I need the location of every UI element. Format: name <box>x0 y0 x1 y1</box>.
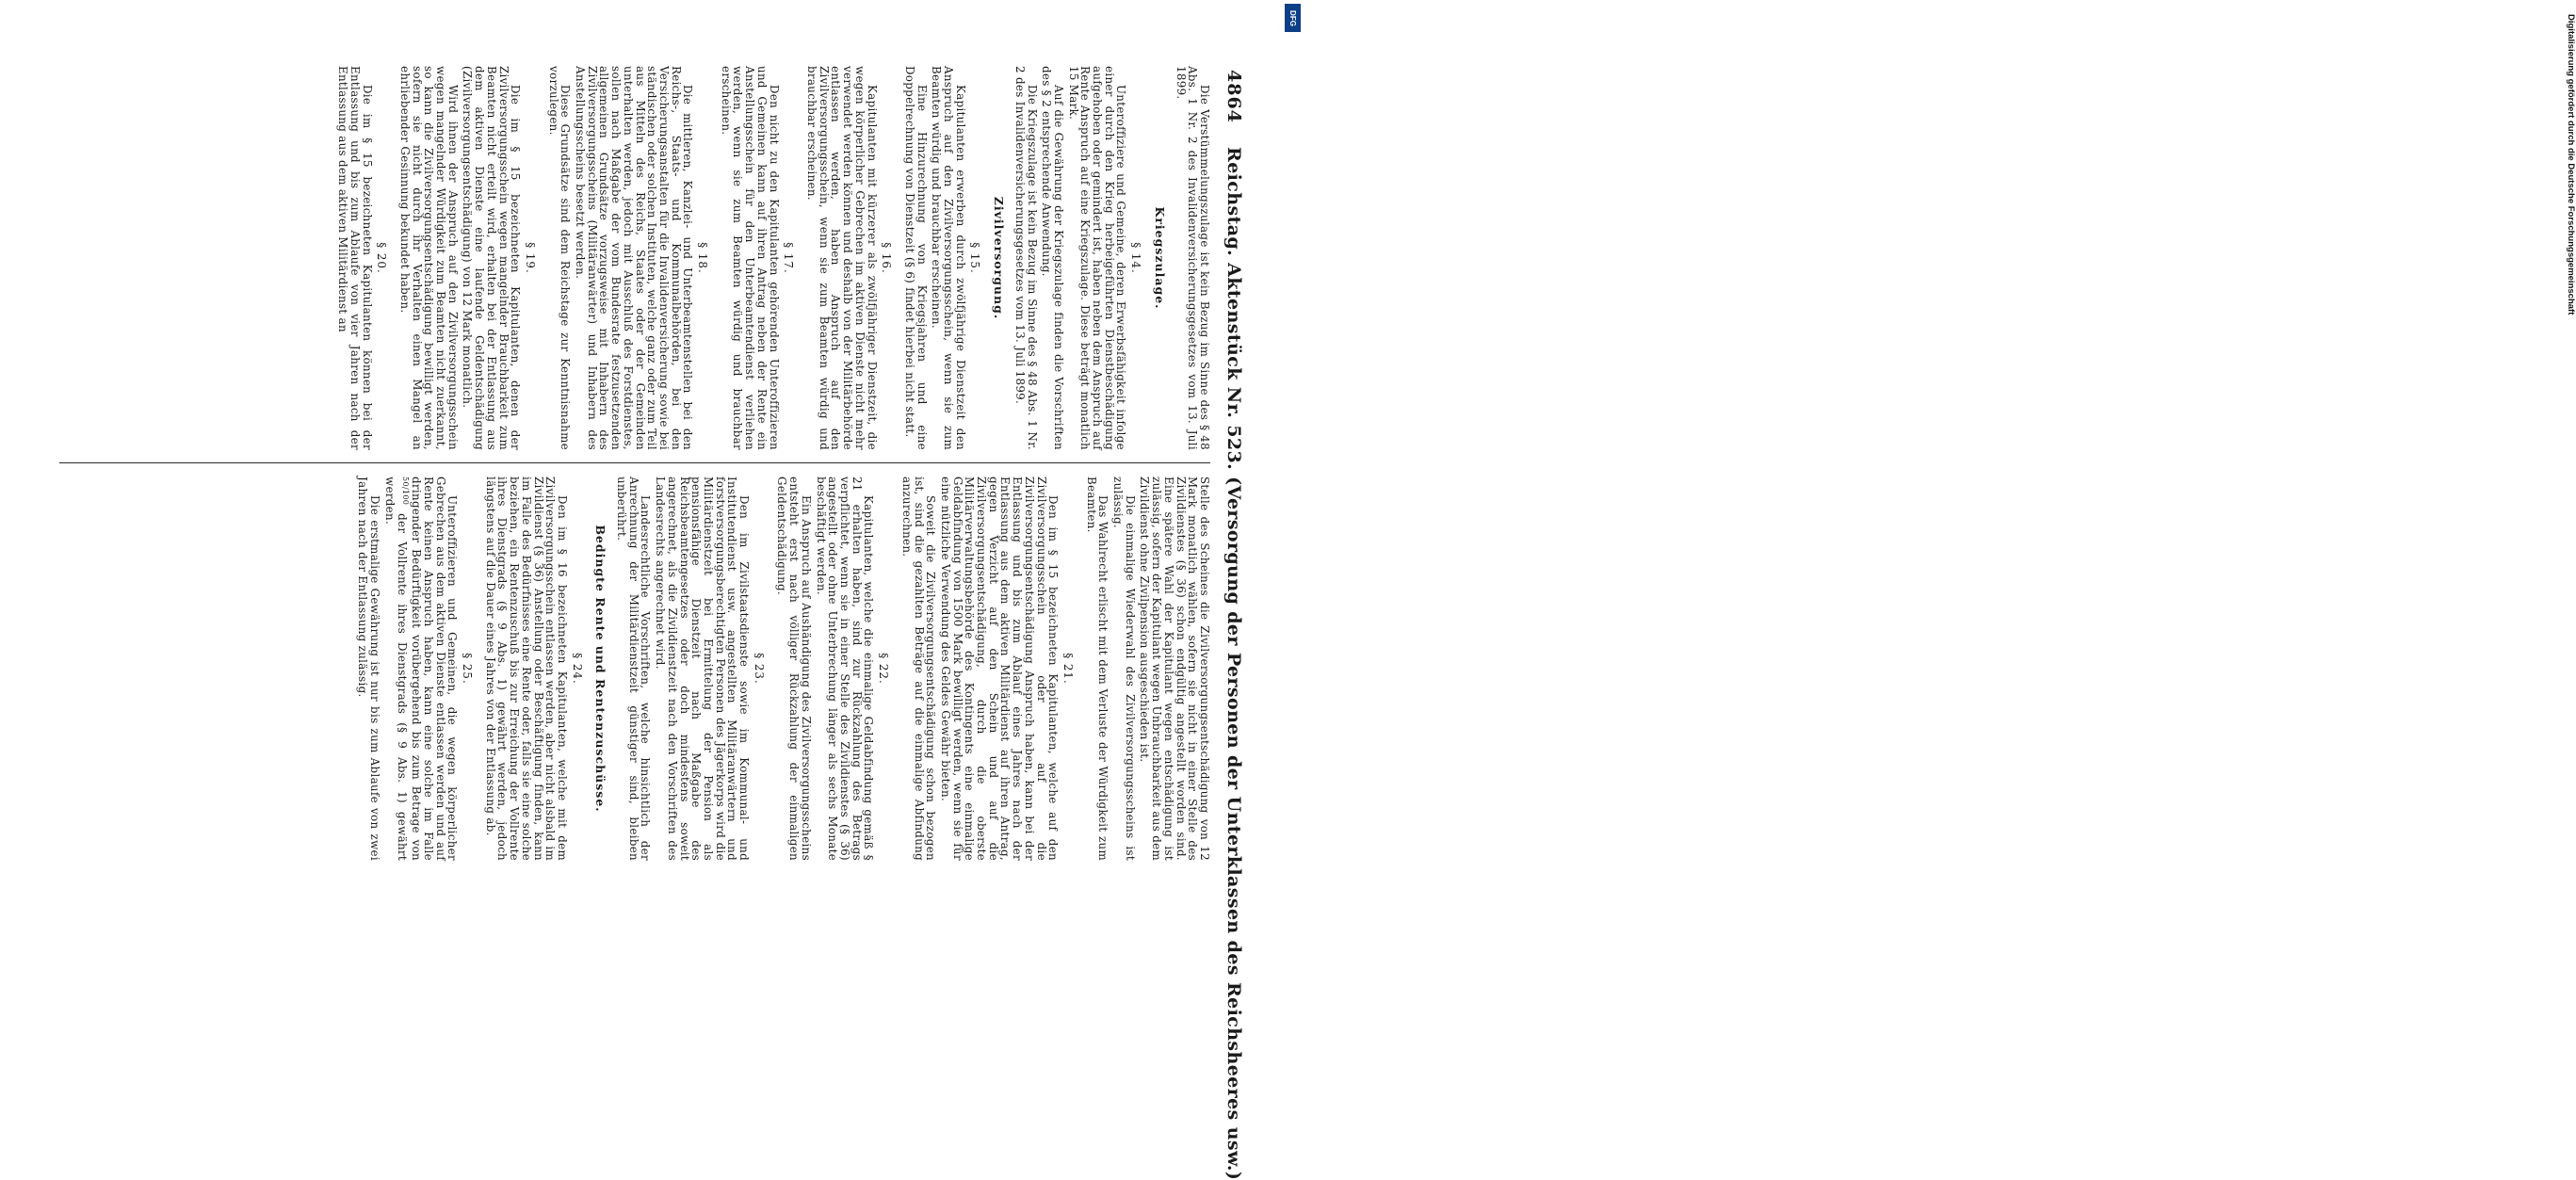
section-number: § 22. <box>877 653 891 685</box>
paragraph: Stelle des Scheines die Zivilversorgungsentschädigung von 12 Mark monatlich wählen, sofern sie nicht in einer Stelle des Zivildienstes (§ 36) schon endgültig angestellt worden sind. Eine spätere Wahl der Kapitulant wegen entschädigung ist zulässig, sofern der Kapitulant wegen Unbrauchbarkeit aus dem Zivildienst ohne Zivilpension ausgeschieden ist. <box>1138 477 1211 862</box>
section-number: § 23. <box>752 653 766 685</box>
funding-note <box>1284 0 2576 942</box>
page-header <box>1212 66 1250 1180</box>
section-number: § 17. <box>782 242 796 274</box>
section-number: § 18. <box>696 242 710 274</box>
paragraph: Die einmalige Wiederwahl des Zivilversorgungsscheins ist zulässig. <box>1111 477 1137 861</box>
section-number: § 24. <box>570 653 584 685</box>
paragraph: Kapitulanten erwerben durch zwölfjährige Dienstzeit den Anspruch auf den Zivilversorgungsschein, wenn sie zum Beamten würdig und brauchbar erscheinen. <box>930 66 967 450</box>
section-number: § 19. <box>523 242 537 274</box>
paragraph: Die im § 15 bezeichneten Kapitulanten, denen der Zivilversorgungsschein wegen mangelnder Brauchbarkeit zum Beamten nicht erteilt wird, erhalten bei der Entlassung aus dem aktiven Dienste eine laufende Geldentschädigung (Zivilversorgungsentschädigung) von 12 Mark monatlich. <box>461 66 523 450</box>
paragraph: Den im § 16 bezeichneten Kapitulanten, welche mit dem Zivilversorgungsschein entlassen werden, aber nicht alsbald im Zivildienst (§ 36) Anstellung oder Beschäftigung finden, kann im Falle des Bedürfnisses eine Rente oder, falls sie eine solche beziehen, ein Rentenzuschuß bis zur Erreichung der Vollrente ihres Dienstgrads (§ 9 Abs. 1) gewährt werden, jedoch längstens auf die Dauer eines Jahres von der Entlassung ab. <box>483 477 569 861</box>
paragraph: Die im § 15 bezeichneten Kapitulanten können bei der Entlassung und bis zum Ablaufe von vier Jahren nach der Entlassung aus dem aktiven Militärdienst an <box>336 66 374 450</box>
paragraph: Das Wahlrecht erlischt mit dem Verluste der Würdigkeit zum Beamten. <box>1084 477 1110 861</box>
paragraph: Den im Zivilstaatsdienste sowie im Kommunal- und Institutendienst usw. angestellten Militäranwärtern und forstversorgungsberechtigten Personen des Jägerkorps wird die Militärdienstzeit bei Ermittelung der Pension als pensionsfähige Dienstzeit nach Maßgabe des Reichsbeamtengesetzes oder doch mindestens soweit angerechnet, als die Zivildienstzeit nach den Vorschriften des Landesrechts angerechnet wird. <box>654 477 752 861</box>
paragraph: Soweit die Zivilversorgungsentschädigung schon bezogen ist, sind die gezahlten Beträge auf die einmalige Abfindung anzurechnen. <box>899 477 938 861</box>
paragraph: Ein Anspruch auf Aushändigung des Zivilversorgungsscheins entsteht erst nach völliger Rückzahlung der einmaligen Geldentschädigung. <box>775 477 813 861</box>
paragraph: Kapitulanten, welche die einmalige Geldabfindung gemäß § 21 erhalten haben, sind zur Rückzahlung des Betrags verpflichtet, wenn sie in einer Stelle des Zivildienstes (§ 36) angestellt oder ohne Unterbrechung länger als sechs Monate beschäftigt werden. <box>814 477 876 861</box>
paragraph: Landesrechtliche Vorschriften, welche hinsichtlich der Anrechnung der Militärdienstzeit günstiger sind, bleiben unberührt. <box>615 477 653 861</box>
section-number: § 21. <box>1061 653 1075 685</box>
left-column <box>52 66 1210 450</box>
paragraph: Die mittleren, Kanzlei- und Unterbeamtenstellen bei den Reichs-, Staats- und Kommunalbehörden, bei den Versicherungsanstalten für die Invalidenversicherung sowie bei ständischen oder solchen Instituten, welche ganz oder zum Teil aus Mitteln des Reichs, Staates oder der Gemeinden unterhalten werden, jedoch mit Ausschluß des Forstdienstes, sollen nach Maßgabe der vom Bundesrate festzusetzenden allgemeinen Grundsätze vorzugsweise mit Inhabern des Zivilversorgungsscheins (Militäranwärter) und Inhabern des Anstellungsscheins besetzt werden. <box>574 66 695 450</box>
paragraph: Den im § 15 bezeichneten Kapitulanten, welche auf den Zivilversorgungsschein oder auf die Zivilversorgungsentschädigung Anspruch haben, kann bei der Entlassung und bis zum Ablauf eines Jahres nach der Entlassung aus dem aktiven Militärdienst auf ihren Antrag, gegen Verzicht auf den Schein und auf die Zivilversorgungsentschädigung, durch die oberste Militärverwaltungsbehörde des Kontingents eine einmalige Geldabfindung von 1500 Mark bewilligt werden, wenn sie für eine nützliche Verwendung des Geldes Gewähr bieten. <box>938 477 1061 861</box>
section-number: § 14. <box>1129 242 1143 274</box>
section-heading: Zivilversorgung. <box>992 196 1007 320</box>
section-number: § 15. <box>968 242 982 274</box>
paragraph: Eine Hinzurechnung von Kriegsjahren und eine Doppelrechnung von Dienstzeit (§ 6) findet hierbei nicht statt. <box>902 66 929 450</box>
page-title: Reichstag. Aktenstück Nr. 523. (Versorgung der Personen der Unterklassen des Reichsheeres usw.) <box>1223 147 1244 1180</box>
paragraph: Diese Grundsätze sind dem Reichstage zur Kenntnisnahme vorzulegen. <box>546 66 573 450</box>
paragraph: Die erstmalige Gewährung ist nur bis zum Ablaufe von zwei Jahren nach der Entlassung zulässig. <box>356 477 382 861</box>
fraction: 50/100 <box>400 477 410 506</box>
paragraph: Die Verstümmelungszulage ist kein Bezug im Sinne des § 48 Abs. 1 Nr. 2 des Invalidenversicherungsgesetzes vom 13. Juli 1899. <box>1174 66 1211 450</box>
paragraph: Unteroffiziere und Gemeine, deren Erwerbsfähigkeit infolge einer durch den Krieg herbeigeführten Dienstbeschädigung aufgehoben oder gemindert ist, haben neben dem Anspruch auf Rente Anspruch auf eine Kriegszulage. Diese beträgt monatlich 15 Mark. <box>1066 66 1128 450</box>
paragraph: Kapitulanten mit kürzerer als zwölfjähriger Dienstzeit, die wegen körperlicher Gebrechen im aktiven Dienste nicht mehr verwendet werden können und deshalb von der Militärbehörde entlassen werden, haben Anspruch auf den Zivilversorgungsschein, wenn sie zum Beamten würdig und brauchbar erscheinen. <box>805 66 879 450</box>
section-heading: Kriegszulage. <box>1152 206 1167 310</box>
paragraph-text: Unteroffizieren und Gemeinen, die wegen körperlicher Gebrechen aus dem aktiven Dienste entlassen werden und auf Rente keinen Anspruch haben, kann eine solche im Falle dringender Bedürftigkeit vorübergehend bis zum Betrage von <box>410 477 460 861</box>
right-column <box>52 477 1210 861</box>
page-number: 4864 <box>1223 70 1244 123</box>
paragraph: Wird ihnen der Anspruch auf den Zivilversorgungsschein wegen mangelnder Würdigkeit zum Beamten nicht zuerkannt, so kann die Zivilversorgungsentschädigung bewilligt werden, sofern sie nicht durch ihr Verhalten einen Mangel an ehrliebender Gesinnung bekundet haben. <box>397 66 460 450</box>
paragraph-text: der Vollrente ihres Dienstgrads (§ 9 Abs. 1) gewährt werden. <box>382 477 409 861</box>
section-heading: Bedingte Rente und Rentenzuschüsse. <box>593 525 608 813</box>
document-page <box>40 66 1250 1180</box>
paragraph: Den nicht zu den Kapitulanten gehörenden Unteroffizieren und Gemeinen kann auf ihren Antrag neben der Rente ein Anstellungsschein für den Unterbeamtendienst verliehen werden, wenn sie zum Beamten würdig und brauchbar erscheinen. <box>719 66 781 450</box>
paragraph <box>383 477 458 861</box>
paragraph: Auf die Gewährung der Kriegszulage finden die Vorschriften des § 2 entsprechende Anwendung. <box>1040 66 1065 450</box>
section-number: § 16. <box>880 242 894 274</box>
section-number: § 25. <box>461 653 475 685</box>
section-number: § 20. <box>375 242 389 274</box>
dfg-badge-text: DFG <box>1288 9 1297 26</box>
paragraph: Die Kriegszulage ist kein Bezug im Sinne des § 48 Abs. 1 Nr. 2 des Invalidenversicherungsgesetzes vom 13. Juli 1899. <box>1013 66 1039 450</box>
column-divider <box>59 462 1210 463</box>
funding-note-text: Digitalisierung gefördert durch die Deutsche Forschungsgemeinschaft <box>2566 14 2576 315</box>
